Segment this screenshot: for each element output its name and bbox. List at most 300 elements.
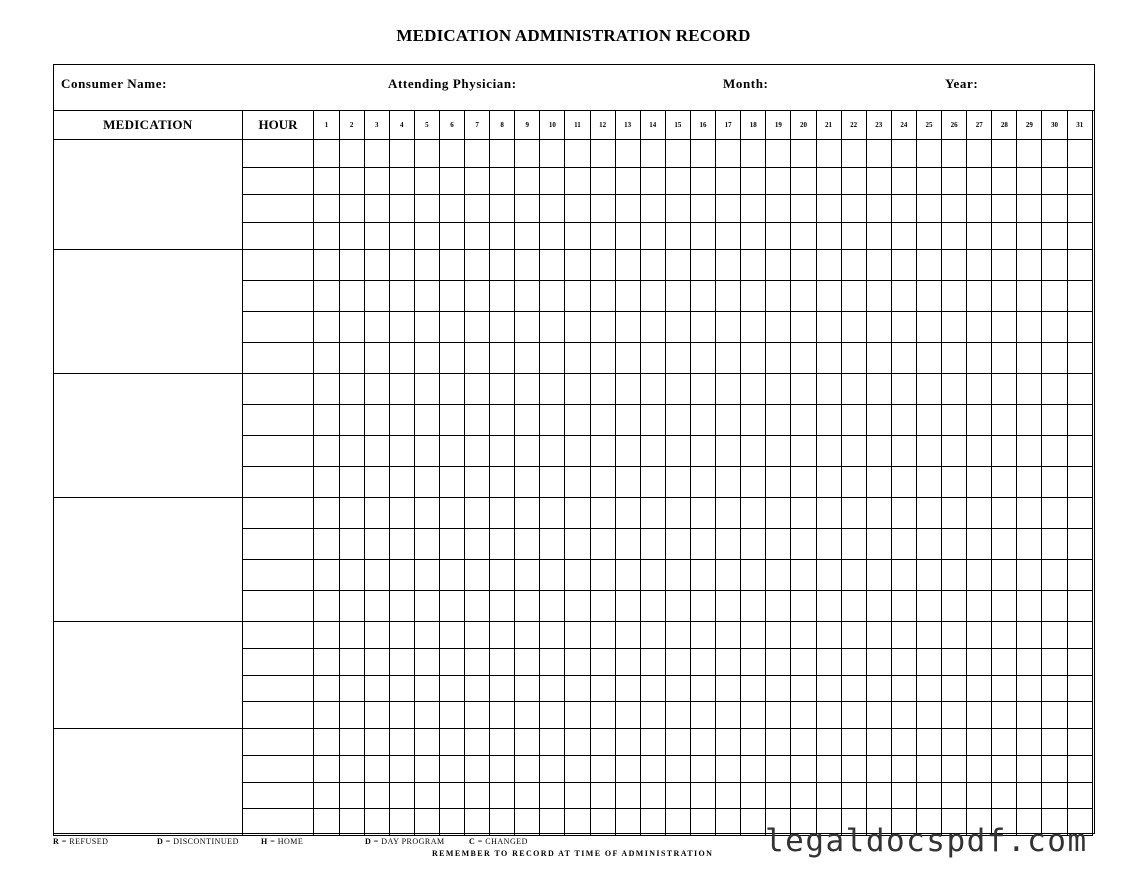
day-entry-cell[interactable] xyxy=(314,648,339,675)
day-entry-cell[interactable] xyxy=(841,140,866,168)
day-entry-cell[interactable] xyxy=(615,281,640,312)
day-entry-cell[interactable] xyxy=(866,343,891,374)
day-entry-cell[interactable] xyxy=(339,250,364,281)
day-entry-cell[interactable] xyxy=(891,343,916,374)
day-entry-cell[interactable] xyxy=(515,405,540,436)
day-entry-cell[interactable] xyxy=(716,374,741,405)
day-entry-cell[interactable] xyxy=(314,675,339,702)
day-entry-cell[interactable] xyxy=(590,405,615,436)
day-entry-cell[interactable] xyxy=(665,343,690,374)
day-entry-cell[interactable] xyxy=(942,405,967,436)
day-entry-cell[interactable] xyxy=(665,591,690,622)
day-entry-cell[interactable] xyxy=(465,374,490,405)
day-entry-cell[interactable] xyxy=(841,195,866,223)
day-entry-cell[interactable] xyxy=(942,343,967,374)
day-entry-cell[interactable] xyxy=(690,622,715,649)
day-entry-cell[interactable] xyxy=(690,222,715,250)
hour-cell[interactable] xyxy=(242,809,314,836)
day-entry-cell[interactable] xyxy=(741,467,766,498)
day-entry-cell[interactable] xyxy=(741,648,766,675)
day-entry-cell[interactable] xyxy=(565,222,590,250)
day-entry-cell[interactable] xyxy=(665,675,690,702)
day-entry-cell[interactable] xyxy=(1067,343,1092,374)
day-entry-cell[interactable] xyxy=(515,529,540,560)
hour-cell[interactable] xyxy=(242,591,314,622)
day-entry-cell[interactable] xyxy=(615,343,640,374)
hour-cell[interactable] xyxy=(242,467,314,498)
day-entry-cell[interactable] xyxy=(590,467,615,498)
day-entry-cell[interactable] xyxy=(540,312,565,343)
day-entry-cell[interactable] xyxy=(465,755,490,782)
day-entry-cell[interactable] xyxy=(439,374,464,405)
day-entry-cell[interactable] xyxy=(1042,436,1067,467)
day-entry-cell[interactable] xyxy=(891,591,916,622)
day-entry-cell[interactable] xyxy=(640,529,665,560)
day-entry-cell[interactable] xyxy=(364,591,389,622)
day-entry-cell[interactable] xyxy=(967,374,992,405)
day-entry-cell[interactable] xyxy=(1067,467,1092,498)
day-entry-cell[interactable] xyxy=(314,195,339,223)
day-entry-cell[interactable] xyxy=(942,250,967,281)
day-entry-cell[interactable] xyxy=(515,312,540,343)
day-entry-cell[interactable] xyxy=(640,374,665,405)
day-entry-cell[interactable] xyxy=(916,782,941,809)
day-entry-cell[interactable] xyxy=(967,622,992,649)
day-entry-cell[interactable] xyxy=(841,222,866,250)
day-entry-cell[interactable] xyxy=(565,498,590,529)
day-entry-cell[interactable] xyxy=(590,312,615,343)
day-entry-cell[interactable] xyxy=(414,250,439,281)
day-entry-cell[interactable] xyxy=(314,529,339,560)
day-entry-cell[interactable] xyxy=(967,312,992,343)
day-entry-cell[interactable] xyxy=(314,809,339,836)
day-entry-cell[interactable] xyxy=(766,755,791,782)
day-entry-cell[interactable] xyxy=(690,648,715,675)
day-entry-cell[interactable] xyxy=(716,648,741,675)
day-entry-cell[interactable] xyxy=(741,343,766,374)
day-entry-cell[interactable] xyxy=(841,498,866,529)
day-entry-cell[interactable] xyxy=(640,675,665,702)
day-entry-cell[interactable] xyxy=(741,281,766,312)
day-entry-cell[interactable] xyxy=(841,729,866,756)
hour-cell[interactable] xyxy=(242,648,314,675)
day-entry-cell[interactable] xyxy=(791,436,816,467)
day-entry-cell[interactable] xyxy=(515,648,540,675)
day-entry-cell[interactable] xyxy=(716,140,741,168)
day-entry-cell[interactable] xyxy=(389,222,414,250)
day-entry-cell[interactable] xyxy=(716,405,741,436)
day-entry-cell[interactable] xyxy=(967,560,992,591)
day-entry-cell[interactable] xyxy=(414,560,439,591)
day-entry-cell[interactable] xyxy=(1067,281,1092,312)
day-entry-cell[interactable] xyxy=(490,250,515,281)
day-entry-cell[interactable] xyxy=(942,498,967,529)
day-entry-cell[interactable] xyxy=(1042,782,1067,809)
day-entry-cell[interactable] xyxy=(916,702,941,729)
day-entry-cell[interactable] xyxy=(841,405,866,436)
day-entry-cell[interactable] xyxy=(339,195,364,223)
day-entry-cell[interactable] xyxy=(716,560,741,591)
day-entry-cell[interactable] xyxy=(490,729,515,756)
day-entry-cell[interactable] xyxy=(490,405,515,436)
day-entry-cell[interactable] xyxy=(615,648,640,675)
day-entry-cell[interactable] xyxy=(640,436,665,467)
day-entry-cell[interactable] xyxy=(992,405,1017,436)
day-entry-cell[interactable] xyxy=(339,281,364,312)
day-entry-cell[interactable] xyxy=(816,436,841,467)
day-entry-cell[interactable] xyxy=(465,281,490,312)
day-entry-cell[interactable] xyxy=(816,560,841,591)
day-entry-cell[interactable] xyxy=(540,250,565,281)
day-entry-cell[interactable] xyxy=(816,755,841,782)
day-entry-cell[interactable] xyxy=(364,436,389,467)
day-entry-cell[interactable] xyxy=(364,312,389,343)
day-entry-cell[interactable] xyxy=(916,281,941,312)
day-entry-cell[interactable] xyxy=(716,809,741,836)
day-entry-cell[interactable] xyxy=(766,702,791,729)
day-entry-cell[interactable] xyxy=(389,498,414,529)
day-entry-cell[interactable] xyxy=(741,729,766,756)
day-entry-cell[interactable] xyxy=(590,436,615,467)
day-entry-cell[interactable] xyxy=(465,809,490,836)
day-entry-cell[interactable] xyxy=(942,560,967,591)
day-entry-cell[interactable] xyxy=(1042,560,1067,591)
day-entry-cell[interactable] xyxy=(791,702,816,729)
day-entry-cell[interactable] xyxy=(364,281,389,312)
day-entry-cell[interactable] xyxy=(690,374,715,405)
day-entry-cell[interactable] xyxy=(967,195,992,223)
hour-cell[interactable] xyxy=(242,702,314,729)
day-entry-cell[interactable] xyxy=(439,729,464,756)
day-entry-cell[interactable] xyxy=(615,782,640,809)
day-entry-cell[interactable] xyxy=(314,467,339,498)
day-entry-cell[interactable] xyxy=(766,675,791,702)
day-entry-cell[interactable] xyxy=(665,222,690,250)
day-entry-cell[interactable] xyxy=(1042,467,1067,498)
day-entry-cell[interactable] xyxy=(590,675,615,702)
day-entry-cell[interactable] xyxy=(389,167,414,195)
day-entry-cell[interactable] xyxy=(565,195,590,223)
day-entry-cell[interactable] xyxy=(314,405,339,436)
day-entry-cell[interactable] xyxy=(314,560,339,591)
day-entry-cell[interactable] xyxy=(766,467,791,498)
day-entry-cell[interactable] xyxy=(364,405,389,436)
day-entry-cell[interactable] xyxy=(515,809,540,836)
day-entry-cell[interactable] xyxy=(615,622,640,649)
day-entry-cell[interactable] xyxy=(665,648,690,675)
day-entry-cell[interactable] xyxy=(1042,591,1067,622)
day-entry-cell[interactable] xyxy=(1017,782,1042,809)
day-entry-cell[interactable] xyxy=(866,167,891,195)
day-entry-cell[interactable] xyxy=(615,498,640,529)
day-entry-cell[interactable] xyxy=(816,622,841,649)
day-entry-cell[interactable] xyxy=(364,809,389,836)
day-entry-cell[interactable] xyxy=(490,591,515,622)
medication-name-cell[interactable] xyxy=(54,250,243,374)
day-entry-cell[interactable] xyxy=(590,374,615,405)
day-entry-cell[interactable] xyxy=(465,529,490,560)
day-entry-cell[interactable] xyxy=(590,250,615,281)
day-entry-cell[interactable] xyxy=(389,729,414,756)
day-entry-cell[interactable] xyxy=(540,809,565,836)
day-entry-cell[interactable] xyxy=(590,560,615,591)
day-entry-cell[interactable] xyxy=(565,405,590,436)
day-entry-cell[interactable] xyxy=(766,529,791,560)
hour-cell[interactable] xyxy=(242,622,314,649)
day-entry-cell[interactable] xyxy=(515,467,540,498)
day-entry-cell[interactable] xyxy=(916,343,941,374)
day-entry-cell[interactable] xyxy=(1067,374,1092,405)
day-entry-cell[interactable] xyxy=(690,702,715,729)
day-entry-cell[interactable] xyxy=(1067,675,1092,702)
day-entry-cell[interactable] xyxy=(414,281,439,312)
day-entry-cell[interactable] xyxy=(967,405,992,436)
day-entry-cell[interactable] xyxy=(490,222,515,250)
day-entry-cell[interactable] xyxy=(364,702,389,729)
day-entry-cell[interactable] xyxy=(791,140,816,168)
day-entry-cell[interactable] xyxy=(690,250,715,281)
day-entry-cell[interactable] xyxy=(540,498,565,529)
day-entry-cell[interactable] xyxy=(992,755,1017,782)
day-entry-cell[interactable] xyxy=(540,560,565,591)
day-entry-cell[interactable] xyxy=(992,312,1017,343)
day-entry-cell[interactable] xyxy=(339,312,364,343)
day-entry-cell[interactable] xyxy=(942,467,967,498)
day-entry-cell[interactable] xyxy=(690,782,715,809)
hour-cell[interactable] xyxy=(242,560,314,591)
day-entry-cell[interactable] xyxy=(314,167,339,195)
day-entry-cell[interactable] xyxy=(339,343,364,374)
day-entry-cell[interactable] xyxy=(1067,729,1092,756)
day-entry-cell[interactable] xyxy=(439,702,464,729)
day-entry-cell[interactable] xyxy=(942,648,967,675)
day-entry-cell[interactable] xyxy=(615,222,640,250)
day-entry-cell[interactable] xyxy=(515,167,540,195)
day-entry-cell[interactable] xyxy=(490,622,515,649)
day-entry-cell[interactable] xyxy=(490,702,515,729)
day-entry-cell[interactable] xyxy=(866,250,891,281)
day-entry-cell[interactable] xyxy=(1067,312,1092,343)
day-entry-cell[interactable] xyxy=(565,343,590,374)
day-entry-cell[interactable] xyxy=(866,675,891,702)
day-entry-cell[interactable] xyxy=(565,809,590,836)
day-entry-cell[interactable] xyxy=(891,167,916,195)
day-entry-cell[interactable] xyxy=(515,343,540,374)
day-entry-cell[interactable] xyxy=(841,648,866,675)
day-entry-cell[interactable] xyxy=(1017,755,1042,782)
day-entry-cell[interactable] xyxy=(339,622,364,649)
day-entry-cell[interactable] xyxy=(615,729,640,756)
day-entry-cell[interactable] xyxy=(841,529,866,560)
day-entry-cell[interactable] xyxy=(791,405,816,436)
day-entry-cell[interactable] xyxy=(640,281,665,312)
medication-name-cell[interactable] xyxy=(54,140,243,250)
day-entry-cell[interactable] xyxy=(615,167,640,195)
day-entry-cell[interactable] xyxy=(891,622,916,649)
day-entry-cell[interactable] xyxy=(515,675,540,702)
day-entry-cell[interactable] xyxy=(1017,648,1042,675)
day-entry-cell[interactable] xyxy=(791,591,816,622)
day-entry-cell[interactable] xyxy=(841,467,866,498)
day-entry-cell[interactable] xyxy=(439,782,464,809)
day-entry-cell[interactable] xyxy=(1042,675,1067,702)
day-entry-cell[interactable] xyxy=(314,343,339,374)
day-entry-cell[interactable] xyxy=(540,622,565,649)
day-entry-cell[interactable] xyxy=(942,436,967,467)
day-entry-cell[interactable] xyxy=(565,467,590,498)
day-entry-cell[interactable] xyxy=(665,622,690,649)
day-entry-cell[interactable] xyxy=(916,140,941,168)
day-entry-cell[interactable] xyxy=(565,675,590,702)
day-entry-cell[interactable] xyxy=(540,140,565,168)
hour-cell[interactable] xyxy=(242,498,314,529)
day-entry-cell[interactable] xyxy=(1017,729,1042,756)
day-entry-cell[interactable] xyxy=(414,702,439,729)
day-entry-cell[interactable] xyxy=(314,755,339,782)
day-entry-cell[interactable] xyxy=(942,675,967,702)
day-entry-cell[interactable] xyxy=(590,343,615,374)
day-entry-cell[interactable] xyxy=(741,374,766,405)
day-entry-cell[interactable] xyxy=(389,809,414,836)
day-entry-cell[interactable] xyxy=(565,312,590,343)
day-entry-cell[interactable] xyxy=(640,405,665,436)
day-entry-cell[interactable] xyxy=(540,755,565,782)
day-entry-cell[interactable] xyxy=(490,140,515,168)
day-entry-cell[interactable] xyxy=(866,312,891,343)
hour-cell[interactable] xyxy=(242,140,314,168)
day-entry-cell[interactable] xyxy=(490,312,515,343)
day-entry-cell[interactable] xyxy=(490,195,515,223)
day-entry-cell[interactable] xyxy=(590,222,615,250)
day-entry-cell[interactable] xyxy=(791,755,816,782)
day-entry-cell[interactable] xyxy=(565,648,590,675)
day-entry-cell[interactable] xyxy=(515,140,540,168)
day-entry-cell[interactable] xyxy=(690,809,715,836)
day-entry-cell[interactable] xyxy=(690,560,715,591)
day-entry-cell[interactable] xyxy=(791,467,816,498)
day-entry-cell[interactable] xyxy=(1042,405,1067,436)
day-entry-cell[interactable] xyxy=(866,782,891,809)
day-entry-cell[interactable] xyxy=(540,467,565,498)
day-entry-cell[interactable] xyxy=(866,374,891,405)
day-entry-cell[interactable] xyxy=(1017,374,1042,405)
day-entry-cell[interactable] xyxy=(540,729,565,756)
day-entry-cell[interactable] xyxy=(1067,782,1092,809)
day-entry-cell[interactable] xyxy=(841,675,866,702)
day-entry-cell[interactable] xyxy=(766,498,791,529)
day-entry-cell[interactable] xyxy=(640,467,665,498)
day-entry-cell[interactable] xyxy=(841,622,866,649)
day-entry-cell[interactable] xyxy=(339,222,364,250)
day-entry-cell[interactable] xyxy=(615,250,640,281)
day-entry-cell[interactable] xyxy=(615,675,640,702)
day-entry-cell[interactable] xyxy=(389,405,414,436)
day-entry-cell[interactable] xyxy=(716,529,741,560)
day-entry-cell[interactable] xyxy=(465,648,490,675)
hour-cell[interactable] xyxy=(242,222,314,250)
day-entry-cell[interactable] xyxy=(891,281,916,312)
day-entry-cell[interactable] xyxy=(665,374,690,405)
day-entry-cell[interactable] xyxy=(540,167,565,195)
day-entry-cell[interactable] xyxy=(1042,281,1067,312)
day-entry-cell[interactable] xyxy=(665,782,690,809)
day-entry-cell[interactable] xyxy=(916,405,941,436)
day-entry-cell[interactable] xyxy=(1017,529,1042,560)
day-entry-cell[interactable] xyxy=(841,782,866,809)
day-entry-cell[interactable] xyxy=(866,498,891,529)
day-entry-cell[interactable] xyxy=(716,729,741,756)
day-entry-cell[interactable] xyxy=(339,675,364,702)
day-entry-cell[interactable] xyxy=(716,782,741,809)
day-entry-cell[interactable] xyxy=(314,140,339,168)
day-entry-cell[interactable] xyxy=(515,281,540,312)
day-entry-cell[interactable] xyxy=(716,436,741,467)
day-entry-cell[interactable] xyxy=(891,702,916,729)
day-entry-cell[interactable] xyxy=(590,167,615,195)
day-entry-cell[interactable] xyxy=(967,167,992,195)
day-entry-cell[interactable] xyxy=(414,405,439,436)
day-entry-cell[interactable] xyxy=(791,529,816,560)
day-entry-cell[interactable] xyxy=(465,591,490,622)
day-entry-cell[interactable] xyxy=(891,648,916,675)
day-entry-cell[interactable] xyxy=(414,622,439,649)
day-entry-cell[interactable] xyxy=(741,809,766,836)
day-entry-cell[interactable] xyxy=(665,729,690,756)
day-entry-cell[interactable] xyxy=(439,467,464,498)
day-entry-cell[interactable] xyxy=(615,140,640,168)
day-entry-cell[interactable] xyxy=(816,648,841,675)
day-entry-cell[interactable] xyxy=(364,729,389,756)
day-entry-cell[interactable] xyxy=(766,281,791,312)
day-entry-cell[interactable] xyxy=(540,591,565,622)
day-entry-cell[interactable] xyxy=(465,782,490,809)
day-entry-cell[interactable] xyxy=(816,222,841,250)
day-entry-cell[interactable] xyxy=(565,167,590,195)
day-entry-cell[interactable] xyxy=(439,529,464,560)
day-entry-cell[interactable] xyxy=(791,648,816,675)
day-entry-cell[interactable] xyxy=(841,374,866,405)
day-entry-cell[interactable] xyxy=(490,343,515,374)
day-entry-cell[interactable] xyxy=(916,312,941,343)
day-entry-cell[interactable] xyxy=(1042,622,1067,649)
day-entry-cell[interactable] xyxy=(1017,140,1042,168)
day-entry-cell[interactable] xyxy=(439,343,464,374)
medication-name-cell[interactable] xyxy=(54,374,243,498)
day-entry-cell[interactable] xyxy=(967,140,992,168)
day-entry-cell[interactable] xyxy=(439,405,464,436)
day-entry-cell[interactable] xyxy=(716,312,741,343)
day-entry-cell[interactable] xyxy=(1017,222,1042,250)
day-entry-cell[interactable] xyxy=(992,622,1017,649)
day-entry-cell[interactable] xyxy=(465,343,490,374)
day-entry-cell[interactable] xyxy=(1017,312,1042,343)
day-entry-cell[interactable] xyxy=(942,529,967,560)
day-entry-cell[interactable] xyxy=(891,675,916,702)
day-entry-cell[interactable] xyxy=(515,250,540,281)
day-entry-cell[interactable] xyxy=(1067,405,1092,436)
day-entry-cell[interactable] xyxy=(590,809,615,836)
day-entry-cell[interactable] xyxy=(590,622,615,649)
day-entry-cell[interactable] xyxy=(414,167,439,195)
day-entry-cell[interactable] xyxy=(741,312,766,343)
day-entry-cell[interactable] xyxy=(1017,702,1042,729)
day-entry-cell[interactable] xyxy=(665,195,690,223)
day-entry-cell[interactable] xyxy=(439,591,464,622)
hour-cell[interactable] xyxy=(242,281,314,312)
day-entry-cell[interactable] xyxy=(1067,140,1092,168)
day-entry-cell[interactable] xyxy=(866,195,891,223)
day-entry-cell[interactable] xyxy=(741,782,766,809)
